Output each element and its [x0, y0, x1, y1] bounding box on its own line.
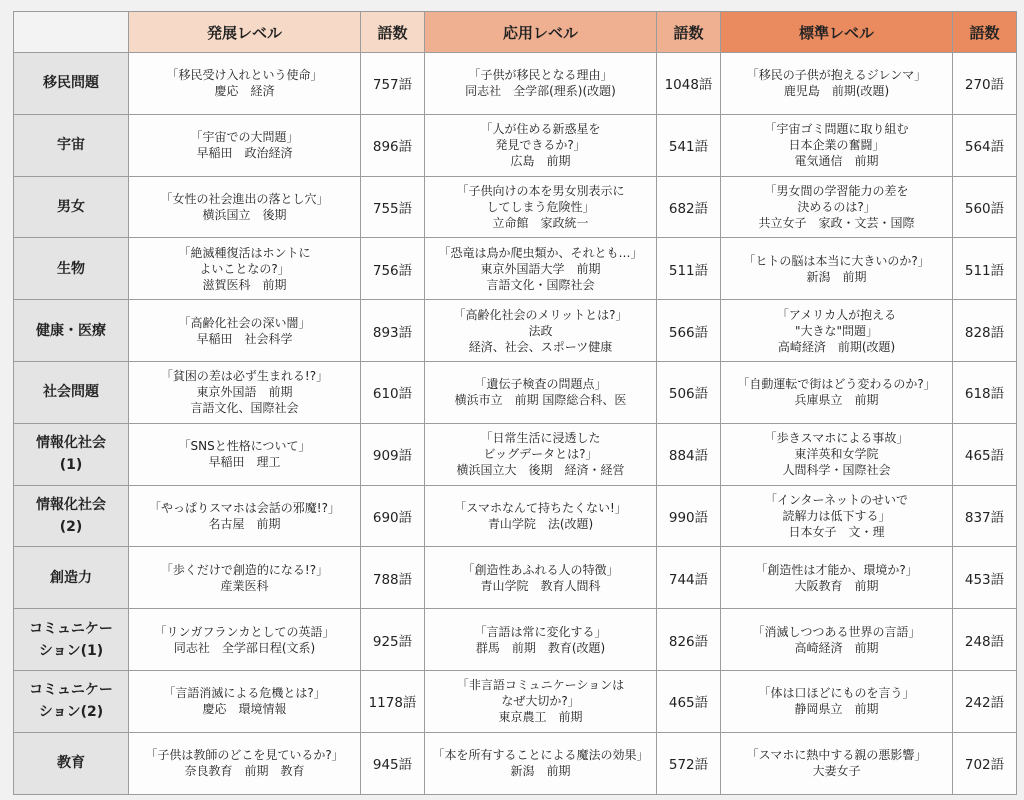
passage-source-line: 経済、社会、スポーツ健康	[468, 339, 613, 354]
source-cell-app	[425, 485, 657, 547]
passage-source-line: 日本企業の奮闘」	[788, 138, 885, 153]
passage-title: 「高齢化社会のメリットとは?」	[453, 307, 628, 322]
word-count-app: 465語	[657, 670, 721, 732]
source-cell-app	[425, 238, 657, 300]
topic-label: 健康・医療	[36, 322, 106, 339]
topic-label: 生物	[57, 260, 85, 277]
source-cell-dev	[129, 732, 361, 794]
topic-cell	[14, 300, 129, 362]
passage-source-line: 慶応 環境情報	[202, 702, 287, 717]
passage-source-line: 滋賀医科 前期	[202, 277, 287, 292]
passage-title: 「やっぱりスマホは会話の邪魔!?」	[149, 500, 340, 515]
passage-source-line: 同志社 全学部(理系)(改題)	[465, 84, 616, 99]
source-cell-app	[425, 732, 657, 794]
header-level-dev: 発展レベル	[129, 12, 361, 53]
word-count-app: 990語	[657, 485, 721, 547]
passage-title: 「スマホなんて持ちたくない!」	[454, 500, 627, 515]
word-count-app: 884語	[657, 423, 721, 485]
table-row	[14, 423, 1017, 485]
source-cell-dev	[129, 114, 361, 176]
word-count-dev: 755語	[361, 176, 425, 238]
passage-source-line: なぜ大切か?」	[501, 694, 580, 709]
source-cell-app	[425, 547, 657, 609]
word-count-std: 618語	[953, 361, 1017, 423]
word-count-app: 1048語	[657, 53, 721, 115]
passage-title: 「言語は常に変化する」	[474, 624, 607, 639]
source-cell-dev	[129, 361, 361, 423]
source-cell-dev	[129, 176, 361, 238]
passage-source-line: 人間科学・国際社会	[782, 463, 891, 478]
passage-source-line: 奈良教育 前期 教育	[184, 764, 305, 779]
passage-source-line: 横浜市立 前期 国際総合科、医	[454, 393, 627, 408]
passage-source-line: 東京外国語大学 前期	[480, 261, 601, 276]
passage-source-line: 高崎経済 前期(改題)	[777, 339, 896, 354]
topic-label: コミュニケー	[29, 682, 113, 699]
passage-title: 「子供が移民となる理由」	[468, 68, 613, 83]
source-cell-std	[721, 361, 953, 423]
topic-label: (2)	[59, 518, 83, 535]
passage-title: 「恐竜は鳥か爬虫類か、それとも…」	[438, 245, 643, 260]
source-cell-dev	[129, 609, 361, 671]
source-cell-dev	[129, 53, 361, 115]
topic-cell	[14, 238, 129, 300]
source-cell-std	[721, 547, 953, 609]
passage-title: 「ヒトの脳は本当に大きいのか?」	[743, 253, 930, 268]
passage-source-line: 慶応 経済	[214, 84, 275, 99]
word-count-std: 248語	[953, 609, 1017, 671]
word-count-dev: 893語	[361, 300, 425, 362]
header-count-std: 語数	[953, 12, 1017, 53]
passage-title: 「移民受け入れという使命」	[166, 68, 323, 83]
source-cell-app	[425, 53, 657, 115]
passage-source-line: 名古屋 前期	[208, 516, 281, 531]
word-count-std: 564語	[953, 114, 1017, 176]
word-count-dev: 757語	[361, 53, 425, 115]
passage-title: 「アメリカ人が抱える	[776, 307, 897, 322]
table-row	[14, 238, 1017, 300]
passage-source-line: 日本女子 文・理	[788, 524, 885, 539]
table-row	[14, 547, 1017, 609]
topic-label: 男女	[57, 198, 85, 215]
passage-source-line: 横浜国立大 後期 経済・経営	[456, 463, 625, 478]
passage-title: 「非言語コミュニケーションは	[456, 678, 625, 693]
source-cell-app	[425, 670, 657, 732]
passage-source-line: 横浜国立 後期	[202, 207, 287, 222]
passage-title: 「移民の子供が抱えるジレンマ」	[746, 68, 927, 83]
source-cell-app	[425, 609, 657, 671]
topic-cell	[14, 114, 129, 176]
passage-source-line: 広島 前期	[510, 154, 571, 169]
word-count-app: 572語	[657, 732, 721, 794]
topic-label: コミュニケー	[29, 620, 113, 637]
table-body	[14, 53, 1017, 795]
word-count-app: 506語	[657, 361, 721, 423]
topic-label: (1)	[59, 457, 83, 474]
word-count-dev: 945語	[361, 732, 425, 794]
topic-label: 宇宙	[57, 137, 85, 154]
source-cell-dev	[129, 485, 361, 547]
word-count-app: 511語	[657, 238, 721, 300]
word-count-std: 702語	[953, 732, 1017, 794]
passage-title: 「子供向けの本を男女別表示に	[456, 183, 625, 198]
word-count-std: 270語	[953, 53, 1017, 115]
passage-source-line: 立命館 家政統一	[492, 215, 589, 230]
passage-source-line: 兵庫県立 前期	[794, 393, 879, 408]
passage-source-line: 東洋英和女学院	[794, 447, 879, 462]
word-count-std: 242語	[953, 670, 1017, 732]
passage-title: 「歩くだけで創造的になる!?」	[160, 562, 329, 577]
source-cell-std	[721, 176, 953, 238]
topic-cell	[14, 361, 129, 423]
passage-source-line: 法政	[528, 323, 553, 338]
word-count-dev: 1178語	[361, 670, 425, 732]
passage-source-line: よいことなの?」	[199, 261, 290, 276]
passage-source-line: 群馬 前期 教育(改題)	[475, 640, 606, 655]
source-cell-dev	[129, 300, 361, 362]
source-cell-std	[721, 114, 953, 176]
topic-label: 創造力	[50, 569, 92, 586]
source-cell-std	[721, 238, 953, 300]
word-count-dev: 909語	[361, 423, 425, 485]
passage-title: 「高齢化社会の深い闇」	[178, 315, 311, 330]
word-count-app: 682語	[657, 176, 721, 238]
passage-title: 「本を所有することによる魔法の効果」	[432, 748, 649, 763]
table-row	[14, 114, 1017, 176]
passage-source-line: 早稲田 社会科学	[196, 331, 293, 346]
passage-source-line: 鹿児島 前期(改題)	[783, 84, 890, 99]
table-row	[14, 609, 1017, 671]
passage-source-line: 東京農工 前期	[498, 710, 583, 725]
source-cell-std	[721, 670, 953, 732]
source-cell-app	[425, 176, 657, 238]
word-count-dev: 925語	[361, 609, 425, 671]
passage-title: 「宇宙での大問題」	[190, 130, 299, 145]
passage-source-line: 静岡県立 前期	[794, 702, 879, 717]
passage-source-line: 産業医科	[220, 578, 269, 593]
passage-title: 「絶滅種復活はホントに	[178, 245, 311, 260]
header-corner	[14, 12, 129, 53]
source-cell-std	[721, 732, 953, 794]
word-count-std: 453語	[953, 547, 1017, 609]
table-row	[14, 361, 1017, 423]
topic-cell	[14, 547, 129, 609]
source-cell-dev	[129, 238, 361, 300]
passage-title: 「宇宙ゴミ問題に取り組む	[764, 122, 909, 137]
passage-source-line: 同志社 全学部日程(文系)	[173, 640, 316, 655]
word-count-dev: 896語	[361, 114, 425, 176]
passage-title: 「日常生活に浸透した	[480, 431, 601, 446]
passage-source-line: 読解力は低下する」	[782, 508, 891, 523]
passage-source-line: してしまう危険性」	[486, 199, 595, 214]
source-cell-std	[721, 53, 953, 115]
word-count-app: 566語	[657, 300, 721, 362]
topic-label: 社会問題	[43, 384, 99, 401]
topic-label: 情報化社会	[36, 496, 106, 513]
passage-source-line: 新潟 前期	[510, 764, 571, 779]
header-level-std: 標準レベル	[721, 12, 953, 53]
source-cell-app	[425, 361, 657, 423]
passage-title: 「子供は教師のどこを見ているか?」	[145, 748, 344, 763]
topic-label: 情報化社会	[36, 435, 106, 452]
source-cell-dev	[129, 547, 361, 609]
topic-cell	[14, 423, 129, 485]
passage-source-line: "大きな"問題」	[794, 323, 879, 338]
passage-source-line: 言語文化・国際社会	[486, 277, 595, 292]
passage-title: 「貧困の差は必ず生まれる!?」	[160, 369, 329, 384]
passage-source-line: 共立女子 家政・文芸・国際	[758, 215, 915, 230]
passage-title: 「リンガフランカとしての英語」	[154, 624, 335, 639]
passage-title: 「人が住める新惑星を	[480, 122, 601, 137]
source-cell-std	[721, 423, 953, 485]
source-cell-std	[721, 300, 953, 362]
source-cell-std	[721, 485, 953, 547]
passage-title: 「体は口ほどにものを言う」	[758, 686, 915, 701]
word-count-std: 465語	[953, 423, 1017, 485]
table-row	[14, 53, 1017, 115]
passage-source-line: 大阪教育 前期	[794, 578, 879, 593]
header-row	[14, 12, 1017, 53]
source-cell-app	[425, 300, 657, 362]
passage-source-line: ビッグデータとは?」	[483, 447, 598, 462]
source-cell-app	[425, 114, 657, 176]
word-count-dev: 756語	[361, 238, 425, 300]
passage-title: 「スマホに熱中する親の悪影響」	[746, 748, 927, 763]
passage-source-line: 青山学院 法(改題)	[487, 516, 594, 531]
passage-title: 「男女間の学習能力の差を	[764, 183, 909, 198]
passage-title: 「遺伝子検査の問題点」	[474, 377, 607, 392]
passage-title: 「創造性あふれる人の特徴」	[462, 562, 619, 577]
table-row	[14, 670, 1017, 732]
word-count-app: 541語	[657, 114, 721, 176]
source-cell-std	[721, 609, 953, 671]
word-count-dev: 788語	[361, 547, 425, 609]
passage-title: 「創造性は才能か、環境か?」	[755, 562, 918, 577]
topic-cell	[14, 609, 129, 671]
topic-wordcount-table	[13, 11, 1017, 795]
topic-cell	[14, 485, 129, 547]
word-count-std: 560語	[953, 176, 1017, 238]
word-count-std: 828語	[953, 300, 1017, 362]
header-level-app: 応用レベル	[425, 12, 657, 53]
word-count-app: 826語	[657, 609, 721, 671]
passage-source-line: 電気通信 前期	[794, 154, 879, 169]
topic-cell	[14, 53, 129, 115]
passage-title: 「言語消滅による危機とは?」	[163, 686, 326, 701]
word-count-dev: 690語	[361, 485, 425, 547]
table-row	[14, 176, 1017, 238]
word-count-std: 837語	[953, 485, 1017, 547]
passage-source-line: 新潟 前期	[806, 269, 867, 284]
topic-label: ション(2)	[38, 704, 104, 721]
topic-label: ション(1)	[38, 642, 104, 659]
passage-title: 「女性の社会進出の落とし穴」	[160, 191, 329, 206]
table-row	[14, 300, 1017, 362]
source-cell-app	[425, 423, 657, 485]
passage-source-line: 言語文化、国際社会	[190, 401, 299, 416]
word-count-dev: 610語	[361, 361, 425, 423]
passage-source-line: 早稲田 政治経済	[196, 146, 293, 161]
table-row	[14, 485, 1017, 547]
passage-source-line: 青山学院 教育人間科	[480, 578, 601, 593]
passage-title: 「インターネットのせいで	[765, 492, 908, 507]
passage-title: 「自動運転で街はどう変わるのか?」	[737, 377, 936, 392]
topic-label: 教育	[57, 755, 85, 772]
source-cell-dev	[129, 670, 361, 732]
header-count-dev: 語数	[361, 12, 425, 53]
passage-title: 「消滅しつつある世界の言語」	[752, 624, 921, 639]
topic-cell	[14, 176, 129, 238]
passage-source-line: 早稲田 理工	[208, 455, 281, 470]
topic-label: 移民問題	[43, 75, 99, 92]
passage-source-line: 決めるのは?」	[797, 199, 876, 214]
word-count-std: 511語	[953, 238, 1017, 300]
passage-source-line: 東京外国語 前期	[196, 385, 293, 400]
passage-source-line: 発見できるか?」	[495, 138, 586, 153]
passage-title: 「歩きスマホによる事故」	[764, 431, 909, 446]
table-row	[14, 732, 1017, 794]
passage-source-line: 大妻女子	[812, 764, 861, 779]
topic-cell	[14, 670, 129, 732]
passage-title: 「SNSと性格について」	[178, 439, 311, 454]
passage-source-line: 高崎経済 前期	[794, 640, 879, 655]
word-count-app: 744語	[657, 547, 721, 609]
topic-cell	[14, 732, 129, 794]
source-cell-dev	[129, 423, 361, 485]
header-count-app: 語数	[657, 12, 721, 53]
